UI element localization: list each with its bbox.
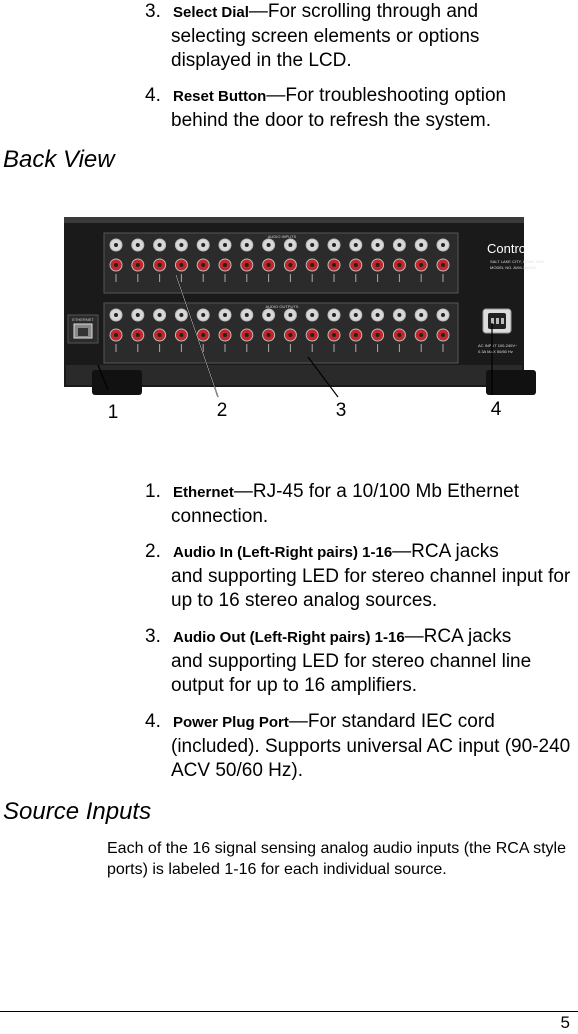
led-indicator xyxy=(116,344,117,352)
item-text: —RCA jacks xyxy=(404,626,512,647)
item-number: 4. xyxy=(145,711,161,732)
rca-jack-center xyxy=(245,333,249,337)
rca-jack-center xyxy=(179,333,183,337)
item-continuation: selecting screen elements or options displayed in the LCD. xyxy=(171,26,480,71)
led-indicator xyxy=(421,344,422,352)
rca-jack-center xyxy=(201,313,205,317)
rca-jack-center xyxy=(114,333,118,337)
rca-jack-center xyxy=(201,333,205,337)
rca-jack-center xyxy=(245,313,249,317)
rca-jack-center xyxy=(267,243,271,247)
source-inputs-heading: Source Inputs xyxy=(3,798,152,825)
item-text: —For troubleshooting option xyxy=(266,85,507,106)
led-indicator xyxy=(443,344,444,352)
led-indicator xyxy=(421,274,422,282)
back-view-heading: Back View xyxy=(3,146,115,173)
list-item-reset-button xyxy=(145,84,575,133)
back-panel-illustration xyxy=(0,205,578,435)
rca-jack-center xyxy=(288,333,292,337)
rca-jack-center xyxy=(310,333,314,337)
rca-jack-center xyxy=(376,333,380,337)
power-rating-line-2: 0.3A MAX 50/60 Hz xyxy=(478,349,513,354)
item-term: Select Dial xyxy=(173,4,249,21)
audio-outputs-label: AUDIO OUTPUTS xyxy=(265,304,299,309)
rca-jack-center xyxy=(114,263,118,267)
rca-jack-center xyxy=(310,243,314,247)
item-number: 3. xyxy=(145,1,161,22)
rca-jack-center xyxy=(223,263,227,267)
rca-jack-center xyxy=(419,333,423,337)
item-term: Audio Out (Left-Right pairs) 1-16 xyxy=(173,629,405,646)
rca-jack-center xyxy=(332,263,336,267)
item-continuation: and supporting LED for stereo channel input for up to 16 stereo analog sources. xyxy=(171,566,571,611)
rca-jack-center xyxy=(223,333,227,337)
item-number: 3. xyxy=(145,626,161,647)
audio-inputs-label: AUDIO INPUTS xyxy=(267,234,297,239)
led-indicator xyxy=(312,274,313,282)
callout-2: 2 xyxy=(216,400,228,421)
rca-jack-center xyxy=(354,263,358,267)
rca-jack-center xyxy=(179,313,183,317)
source-inputs-paragraph: Each of the 16 signal sensing analog audio inputs (the RCA style ports) is labeled 1-16 for each individual source. xyxy=(107,840,566,878)
rca-jack-center xyxy=(136,333,140,337)
rca-jack-center xyxy=(158,243,162,247)
rca-jack-center xyxy=(158,313,162,317)
led-indicator xyxy=(399,344,400,352)
led-indicator xyxy=(225,274,226,282)
rca-jack-center xyxy=(441,313,445,317)
rca-jack-center xyxy=(114,313,118,317)
callout-3: 3 xyxy=(335,400,347,421)
list-item-select-dial xyxy=(145,0,575,73)
rca-jack-center xyxy=(179,263,183,267)
rca-jack-center xyxy=(179,243,183,247)
led-indicator xyxy=(246,274,247,282)
led-indicator xyxy=(116,274,117,282)
rca-jack-center xyxy=(158,263,162,267)
rca-jack-center xyxy=(376,263,380,267)
model-line-2: MODEL NO. AVM-1663-B xyxy=(490,265,536,270)
rca-jack-center xyxy=(354,243,358,247)
page-number: 5 xyxy=(560,1013,570,1032)
item-text: —For scrolling through and xyxy=(248,1,479,22)
ethernet-label: ETHERNET xyxy=(72,317,94,322)
item-continuation: (included). Supports universal AC input (90-240 ACV 50/60 Hz). xyxy=(171,736,571,781)
rca-jack-center xyxy=(419,243,423,247)
led-indicator xyxy=(399,274,400,282)
led-indicator xyxy=(312,344,313,352)
rca-jack-center xyxy=(397,263,401,267)
list-item-ethernet xyxy=(145,480,575,529)
list-item-audio-out xyxy=(145,625,575,698)
rca-jack-center xyxy=(310,263,314,267)
rca-jack-center xyxy=(136,243,140,247)
rca-jack-center xyxy=(136,263,140,267)
led-indicator xyxy=(225,344,226,352)
item-text: —RCA jacks xyxy=(392,541,499,562)
rca-jack-center xyxy=(201,263,205,267)
led-indicator xyxy=(290,274,291,282)
led-indicator xyxy=(137,274,138,282)
callout-4: 4 xyxy=(490,399,502,420)
led-indicator xyxy=(334,344,335,352)
led-indicator xyxy=(181,274,182,282)
led-indicator xyxy=(355,344,356,352)
led-indicator xyxy=(137,344,138,352)
rca-jack-center xyxy=(267,263,271,267)
rca-jack-center xyxy=(419,263,423,267)
led-indicator xyxy=(159,344,160,352)
item-term: Power Plug Port xyxy=(173,714,289,731)
rca-jack-center xyxy=(419,313,423,317)
item-term: Ethernet xyxy=(173,484,234,501)
led-indicator xyxy=(159,274,160,282)
rca-jack-center xyxy=(332,313,336,317)
model-line-1: SALT LAKE CITY, UTAH, USA xyxy=(490,259,544,264)
rca-jack-center xyxy=(397,333,401,337)
rca-jack-center xyxy=(397,313,401,317)
rca-jack-center xyxy=(288,313,292,317)
rca-jack-center xyxy=(354,313,358,317)
rca-jack-center xyxy=(136,313,140,317)
rca-jack-center xyxy=(223,243,227,247)
led-indicator xyxy=(355,274,356,282)
rca-jack-center xyxy=(245,263,249,267)
led-indicator xyxy=(268,344,269,352)
rca-jack-center xyxy=(245,243,249,247)
rca-jack-center xyxy=(288,243,292,247)
led-indicator xyxy=(268,274,269,282)
led-indicator xyxy=(334,274,335,282)
rca-jack-center xyxy=(441,263,445,267)
rca-jack-center xyxy=(267,313,271,317)
item-text: —RJ-45 for a 10/100 Mb Ethernet xyxy=(233,481,519,502)
rca-jack-center xyxy=(376,243,380,247)
list-item-audio-in xyxy=(145,540,575,613)
list-item-power-plug xyxy=(145,710,575,783)
item-text: —For standard IEC cord xyxy=(288,711,495,732)
rca-jack-center xyxy=(223,313,227,317)
rca-jack-center xyxy=(397,243,401,247)
rca-jack-center xyxy=(354,333,358,337)
led-indicator xyxy=(290,344,291,352)
control4-logo: Control4 xyxy=(487,241,537,256)
item-continuation: connection. xyxy=(171,506,269,527)
item-continuation: behind the door to refresh the system. xyxy=(171,110,492,131)
led-indicator xyxy=(181,344,182,352)
led-indicator xyxy=(203,344,204,352)
led-indicator xyxy=(443,274,444,282)
rca-jack-center xyxy=(267,333,271,337)
led-indicator xyxy=(377,344,378,352)
rca-jack-center xyxy=(288,263,292,267)
rca-jack-center xyxy=(201,243,205,247)
led-indicator xyxy=(377,274,378,282)
callout-1: 1 xyxy=(107,402,119,423)
item-term: Audio In (Left-Right pairs) 1-16 xyxy=(173,544,393,561)
rca-jack-center xyxy=(441,333,445,337)
item-number: 4. xyxy=(145,85,161,106)
footer-divider xyxy=(0,1011,578,1012)
item-number: 1. xyxy=(145,481,161,502)
rca-jack-center xyxy=(332,333,336,337)
rca-jack-center xyxy=(441,243,445,247)
item-number: 2. xyxy=(145,541,161,562)
rca-jack-center xyxy=(332,243,336,247)
led-indicator xyxy=(246,344,247,352)
item-term: Reset Button xyxy=(173,88,267,105)
rca-jack-center xyxy=(376,313,380,317)
power-rating-line-1: AC INPUT 100-240V~ xyxy=(478,343,518,348)
item-continuation: and supporting LED for stereo channel line output for up to 16 amplifiers. xyxy=(171,651,532,696)
back-panel-figure xyxy=(0,205,578,435)
rca-jack-center xyxy=(310,313,314,317)
led-indicator xyxy=(203,274,204,282)
rca-jack-center xyxy=(158,333,162,337)
rca-jack-center xyxy=(114,243,118,247)
